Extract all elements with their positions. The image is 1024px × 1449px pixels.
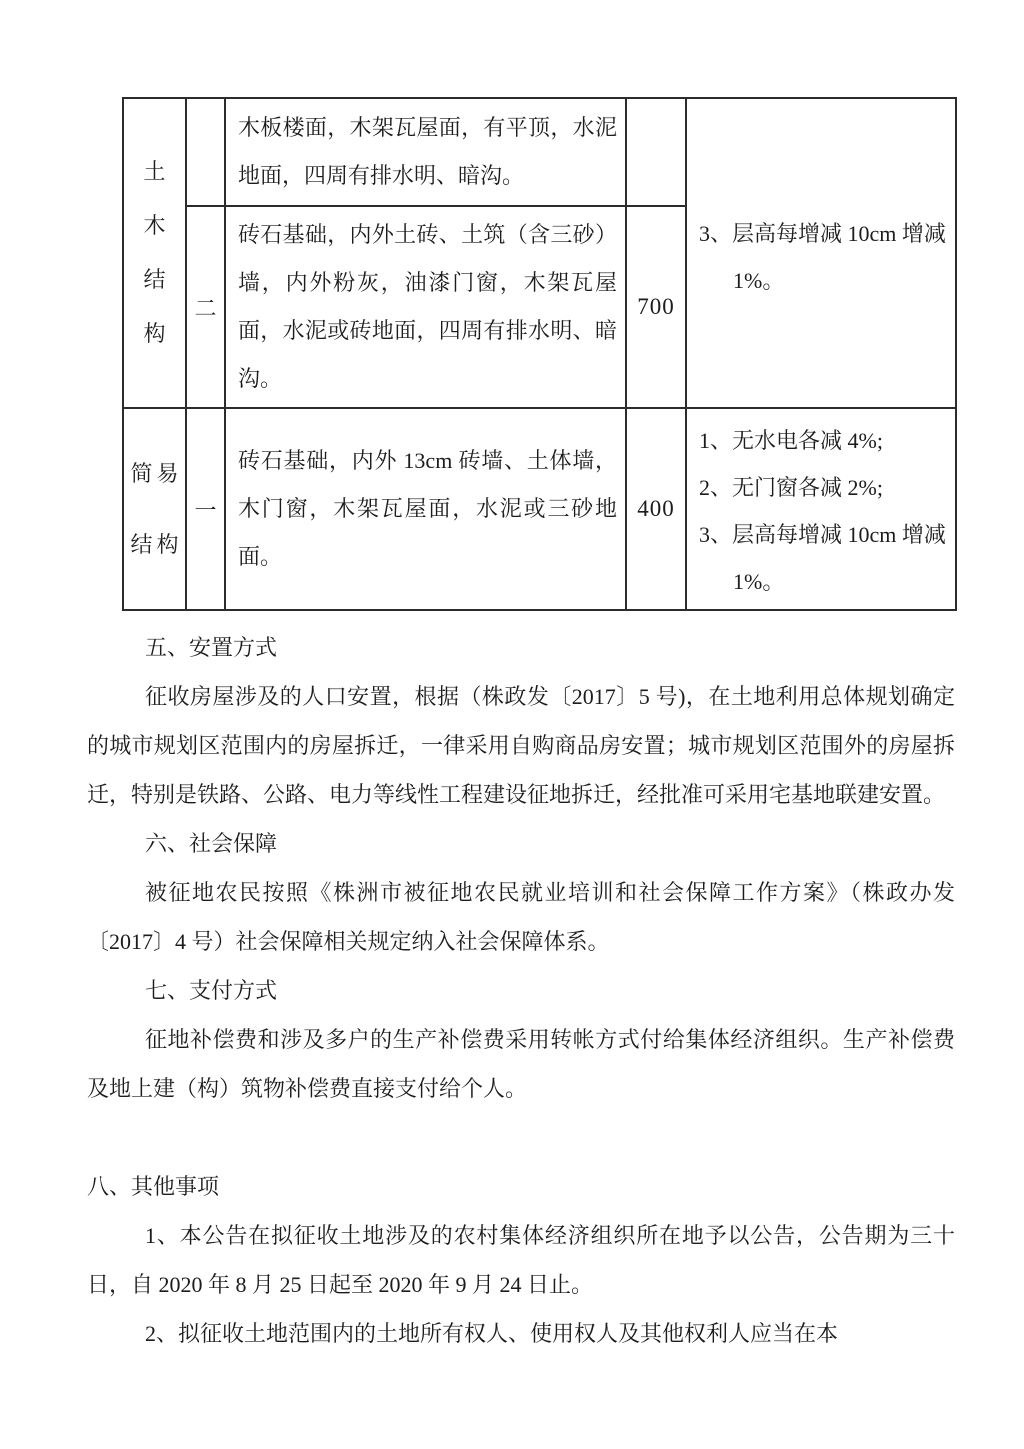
price-cell: 700 (626, 206, 686, 408)
category-char: 土 (143, 158, 170, 184)
section-5-heading: 五、安置方式 (145, 635, 278, 660)
category-cell-earth-wood (123, 98, 186, 408)
note-item: 1、无水电各减 4%; (699, 428, 883, 453)
section-7-paragraph: 征地补偿费和涉及多户的生产补偿费采用转帐方式付给集体经济组织。生产补偿费及地上建（构）筑物补偿费直接支付给个人。 (87, 1027, 955, 1101)
section-5-paragraph: 征收房屋涉及的人口安置，根据（株政发〔2017〕5 号)，在土地利用总体规划确定的城市规划区范围内的房屋拆迁，一律采用自购商品房安置；城市规划区范围外的房屋拆迁，特别是铁路、公路、电力等线性工程建设征地拆迁，经批准可采用宅基地联建安置。 (87, 684, 955, 807)
section-8-item-1: 1、本公告在拟征收土地涉及的农村集体经济组织所在地予以公告，公告期为三十日，自 2020 年 8 月 25 日起至 2020 年 9 月 24 日止。 (87, 1223, 955, 1297)
category-char: 结 (143, 267, 170, 293)
table-row (123, 408, 956, 610)
description-cell: 木板楼面，木架瓦屋面，有平顶，水泥地面，四周有排水明、暗沟。 (225, 98, 626, 206)
note-item: 2、无门窗各减 2%; (699, 475, 883, 500)
price-cell: 400 (626, 408, 686, 610)
section-8-item-2: 2、拟征收土地范围内的土地所有权人、使用权人及其他权利人应当在本 (145, 1321, 839, 1346)
category-char: 简易 (130, 460, 183, 486)
description-cell: 砖石基础，内外土砖、土筑（含三砂）墙，内外粉灰，油漆门窗，木架瓦屋面，水泥或砖地面，四周有排水明、暗沟。 (225, 206, 626, 408)
section-8-heading: 八、其他事项 (87, 1174, 220, 1199)
notes-cell (686, 408, 956, 610)
category-vertical-text (124, 129, 185, 378)
description-cell: 砖石基础，内外 13cm 砖墙、土体墙，木门窗，木架瓦屋面，水泥或三砂地面。 (225, 408, 626, 610)
section-7-heading: 七、支付方式 (145, 978, 278, 1003)
category-char: 木 (143, 212, 170, 238)
compensation-standards-table (122, 97, 957, 611)
grade-cell: 一 (186, 408, 225, 610)
section-6-heading: 六、社会保障 (145, 831, 278, 856)
category-cell-simple (123, 408, 186, 610)
price-cell (626, 98, 686, 206)
section-6-paragraph: 被征地农民按照《株洲市被征地农民就业培训和社会保障工作方案》（株政办发〔2017〕4 号）社会保障相关规定纳入社会保障体系。 (87, 880, 955, 954)
category-vertical-text (124, 414, 185, 605)
note-item: 3、层高每增减 10cm 增减 1%。 (699, 221, 946, 293)
notes-cell (686, 98, 956, 408)
note-item: 3、层高每增减 10cm 增减 1%。 (699, 522, 946, 594)
category-char: 结构 (130, 531, 183, 557)
grade-cell: 二 (186, 206, 225, 408)
body-text (87, 623, 955, 1358)
grade-cell (186, 98, 225, 206)
table-row (123, 98, 956, 206)
category-char: 构 (143, 321, 170, 347)
